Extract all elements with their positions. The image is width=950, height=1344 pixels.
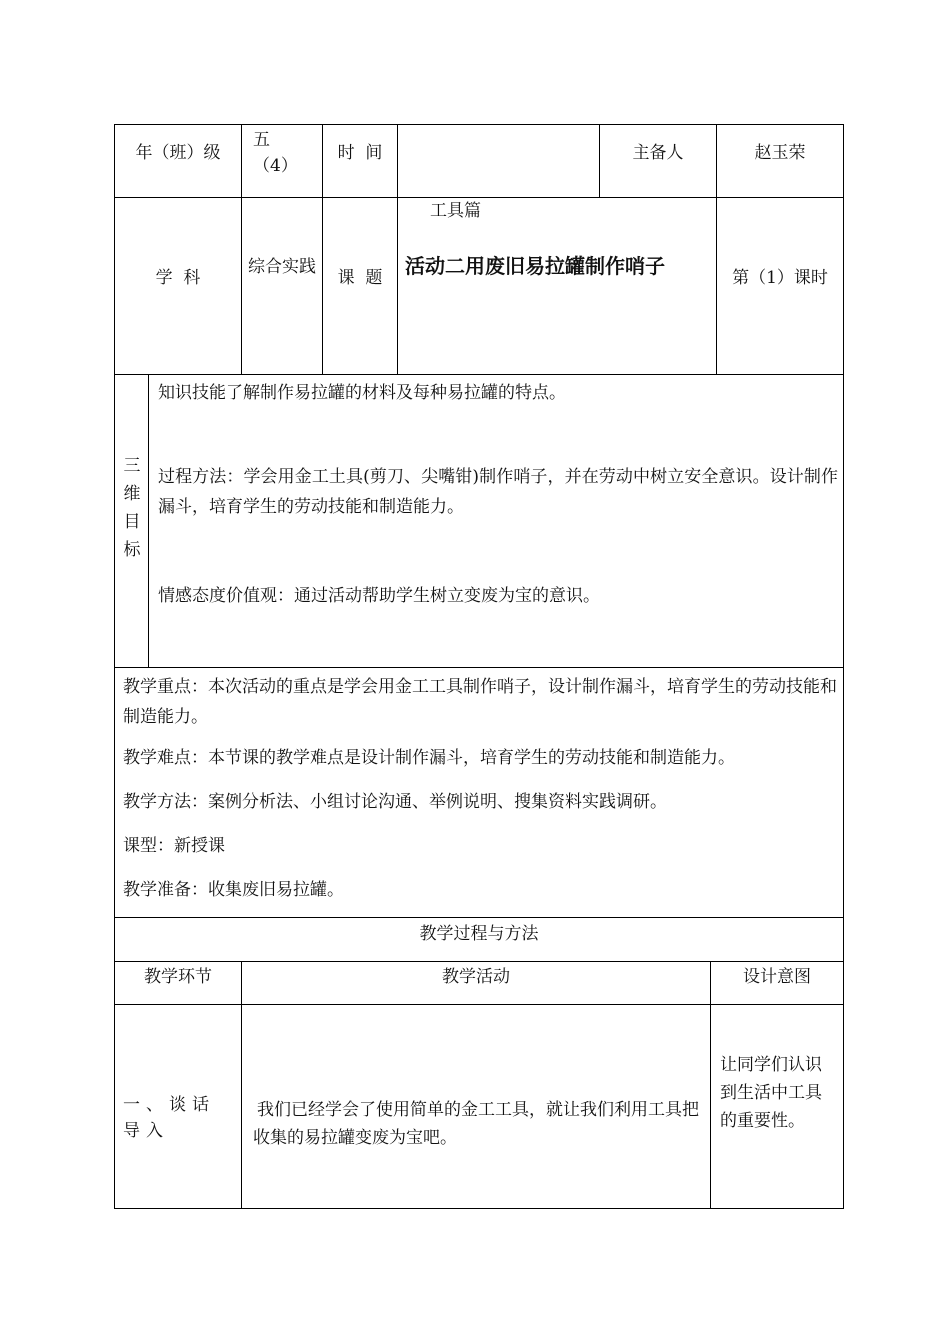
topic-label: 课 题 <box>337 268 383 288</box>
preparer-value: 赵玉荣 <box>754 143 806 163</box>
col-stage-header: 教学环节 <box>144 967 212 987</box>
key-point: 教学重点：本次活动的重点是学会用金工工具制作哨子，设计制作漏斗，培育学生的劳动技能和制造能力。 <box>123 677 837 727</box>
topic-title: 活动二用废旧易拉罐制作哨子 <box>405 254 665 278</box>
col-intent-header: 设计意图 <box>743 967 811 987</box>
rule-goals-bottom <box>114 667 844 668</box>
rule-process-b <box>710 961 711 1209</box>
grade-value-line1: 五 <box>253 130 270 150</box>
process-heading: 教学过程与方法 <box>419 924 539 944</box>
goals-label: 三维目标 <box>123 456 141 560</box>
preparer-label: 主备人 <box>632 143 684 163</box>
rule-process-a <box>241 961 242 1209</box>
lesson-type: 课型：新授课 <box>123 836 225 856</box>
rule-goals-label <box>148 374 149 668</box>
teaching-preparation: 教学准备：收集废旧易拉罐。 <box>123 880 344 900</box>
rule-bottom <box>114 1208 844 1209</box>
goal-knowledge: 知识技能了解制作易拉罐的材料及每种易拉罐的特点。 <box>158 383 566 403</box>
time-label: 时 间 <box>337 143 383 163</box>
rule-header-bottom <box>114 197 844 198</box>
rule-right <box>843 124 844 1209</box>
subject-value: 综合实践 <box>248 257 316 277</box>
grade-label: 年（班）级 <box>135 143 221 163</box>
col-activity-header: 教学活动 <box>442 967 510 987</box>
rule-col-c <box>397 124 398 375</box>
row-intent: 让同学们认识到生活中工具的重要性。 <box>720 1055 822 1131</box>
goal-process: 过程方法：学会用金工土具(剪刀、尖嘴钳)制作哨子，并在劳动中树立安全意识。设计制作漏斗，培育学生的劳动技能和制造能力。 <box>158 467 838 517</box>
rule-notes-bottom <box>114 917 844 918</box>
row-stage: 一、谈话导入 <box>123 1095 215 1141</box>
rule-top <box>114 124 844 125</box>
rule-lesson-bottom <box>114 374 844 375</box>
goal-attitude: 情感态度价值观：通过活动帮助学生树立变废为宝的意识。 <box>158 586 600 606</box>
subject-label: 学 科 <box>155 268 201 288</box>
lesson-period: 第（1）课时 <box>732 268 828 288</box>
difficulty: 教学难点：本节课的教学难点是设计制作漏斗，培育学生的劳动技能和制造能力。 <box>123 748 735 768</box>
rule-col-a <box>241 124 242 375</box>
teaching-method: 教学方法：案例分析法、小组讨论沟通、举例说明、搜集资料实践调研。 <box>123 792 667 812</box>
row-activity: 我们已经学会了使用简单的金工工具，就让我们利用工具把收集的易拉罐变废为宝吧。 <box>253 1100 699 1148</box>
grade-value-line2: （4） <box>253 156 298 176</box>
topic-section: 工具篇 <box>430 201 481 221</box>
rule-columns-bottom <box>114 1004 844 1005</box>
rule-process-heading-bottom <box>114 961 844 962</box>
